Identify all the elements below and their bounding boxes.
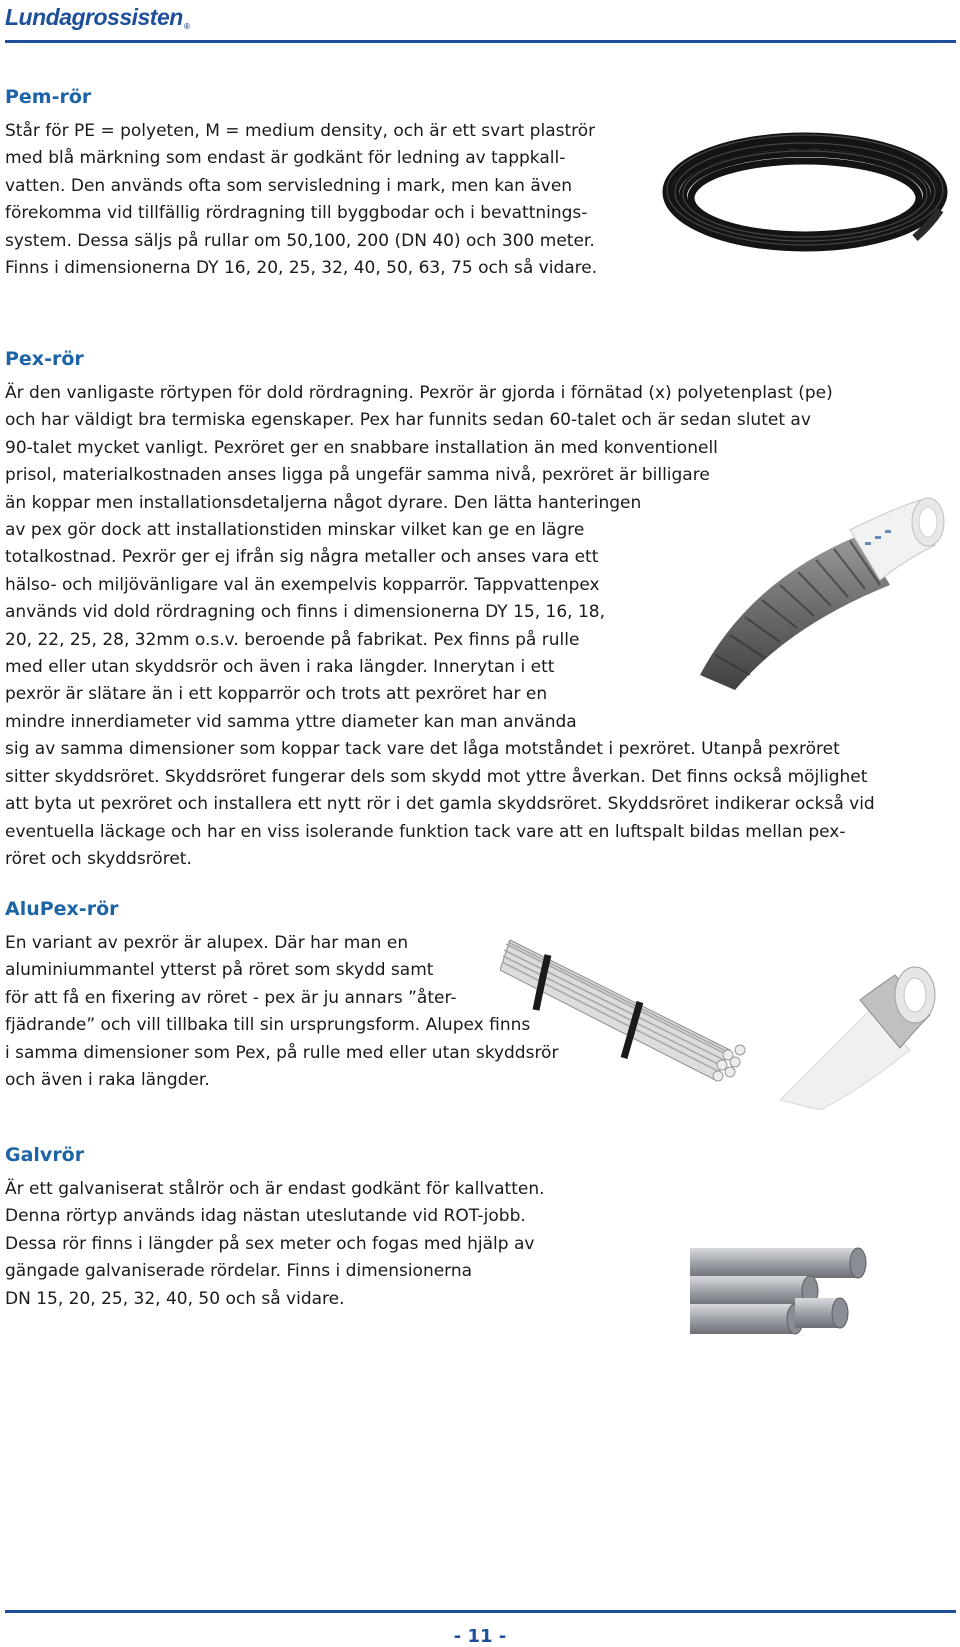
text-line: av pex gör dock att installationstiden minskar vilket kan ge en lägre <box>5 520 585 541</box>
text-line: att byta ut pexröret och installera ett nytt rör i det gamla skyddsröret. Skyddsröret indikerar också vid <box>5 794 875 815</box>
pe-pipe-coil-image <box>660 130 950 260</box>
registered-mark: ® <box>183 22 190 31</box>
text-line: En variant av pexrör är alupex. Där har man en <box>5 933 409 953</box>
paragraph-alupex-ror <box>5 930 558 1094</box>
company-logo <box>5 4 189 31</box>
text-line: och även i raka längder. <box>5 1070 210 1091</box>
text-line: aluminiummantel ytterst på röret som skydd samt <box>5 960 434 981</box>
text-line: än koppar men installationsdetaljerna något dyrare. Den lätta hanteringen <box>5 492 642 513</box>
text-line: prisol, materialkostnaden anses ligga på ungefär samma nivå, pexröret är billigare <box>5 465 710 486</box>
text-line: hälso- och miljövänligare val än exempelvis kopparrör. Tappvattenpex <box>5 574 600 595</box>
alupex-pipe-end-image <box>780 960 950 1110</box>
alupex-bundle-image <box>500 930 760 1100</box>
text-line: i samma dimensioner som Pex, på rulle med eller utan skyddsrör <box>5 1042 559 1063</box>
text-line: system. Dessa säljs på rullar om 50,100, 200 (DN 40) och 300 meter. <box>5 230 595 251</box>
pex-pipe-image <box>690 490 950 690</box>
galvanized-pipes-image <box>690 1240 885 1345</box>
heading-pem-ror: Pem-rör <box>5 86 92 108</box>
heading-alupex-ror: AluPex-rör <box>5 898 119 920</box>
text-line: totalkostnad. Pexrör ger ej ifrån sig några metaller och anses vara ett <box>5 547 599 568</box>
text-line: mindre innerdiameter vid samma yttre diameter kan man använda <box>5 711 577 732</box>
text-line: Dessa rör finns i längder på sex meter och fogas med hjälp av <box>5 1233 535 1254</box>
text-line: och har väldigt bra termiska egenskaper. Pex har funnits sedan 60-talet och är sedan slutet av <box>5 410 811 431</box>
text-line: 20, 22, 25, 28, 32mm o.s.v. beroende på fabrikat. Pex finns på rulle <box>5 629 580 650</box>
text-line: används vid dold rördragning och finns i dimensionerna DY 15, 16, 18, <box>5 602 605 623</box>
footer-divider <box>5 1610 956 1613</box>
logo-text: Lundagrossisten <box>5 4 183 30</box>
text-line: eventuella läckage och har en viss isolerande funktion tack vare att en luftspalt bildas mellan pex- <box>5 821 846 842</box>
heading-pex-ror: Pex-rör <box>5 348 84 370</box>
text-line: Finns i dimensionerna DY 16, 20, 25, 32, 40, 50, 63, 75 och så vidare. <box>5 258 598 279</box>
text-line: DN 15, 20, 25, 32, 40, 50 och så vidare. <box>5 1288 345 1309</box>
page-number: - 11 - <box>453 1626 507 1647</box>
text-line: sig av samma dimensioner som koppar tack vare det låga motståndet i pexröret. Utanpå pexröret <box>5 739 840 760</box>
text-line: pexrör är slätare än i ett kopparrör och trots att pexröret har en <box>5 684 548 705</box>
text-line: förekomma vid tillfällig rördragning till byggbodar och i bevattnings- <box>5 203 588 224</box>
text-line: Är ett galvaniserat stålrör och är endast godkänt för kallvatten. <box>5 1179 545 1199</box>
text-line: fjädrande” och vill tillbaka till sin ursprungsform. Alupex finns <box>5 1015 531 1036</box>
text-line: Är den vanligaste rörtypen för dold rördragning. Pexrör är gjorda i förnätad (x) polyetenplast (pe) <box>5 383 833 403</box>
text-line: med blå märkning som endast är godkänt för ledning av tappkall- <box>5 148 566 169</box>
paragraph-galvror <box>5 1176 545 1313</box>
paragraph-pem-ror <box>5 118 597 282</box>
text-line: Står för PE = polyeten, M = medium density, och är ett svart plaströr <box>5 121 596 141</box>
text-line: med eller utan skyddsrör och även i raka längder. Innerytan i ett <box>5 657 555 678</box>
heading-galvror: Galvrör <box>5 1144 85 1166</box>
text-line: för att få en fixering av röret - pex är ju annars ”åter- <box>5 987 457 1008</box>
text-line: gängade galvaniserade rördelar. Finns i dimensionerna <box>5 1261 473 1282</box>
text-line: röret och skyddsröret. <box>5 848 192 869</box>
header-divider <box>5 40 956 43</box>
text-line: vatten. Den används ofta som servisledning i mark, men kan även <box>5 175 573 196</box>
text-line: sitter skyddsröret. Skyddsröret fungerar dels som skydd mot yttre åverkan. Det finns också möjlighet <box>5 766 868 787</box>
text-line: Denna rörtyp används idag nästan uteslutande vid ROT-jobb. <box>5 1206 526 1227</box>
text-line: 90-talet mycket vanligt. Pexröret ger en snabbare installation än med konventionell <box>5 437 718 458</box>
